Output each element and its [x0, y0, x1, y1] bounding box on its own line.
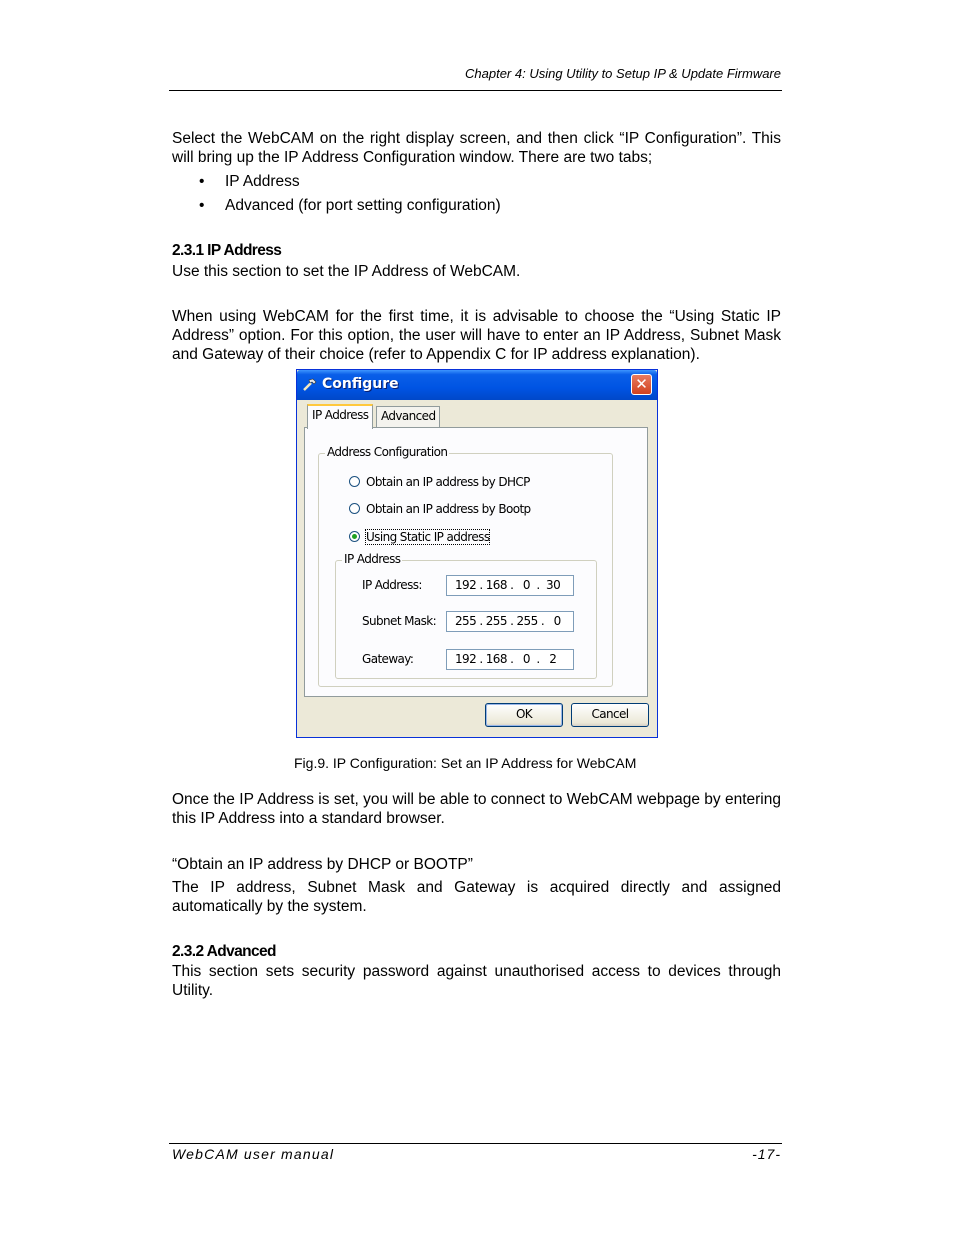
close-icon: ✕ [635, 375, 648, 393]
radio-button-icon[interactable] [349, 476, 360, 487]
tab-ip-address[interactable]: IP Address [307, 404, 373, 429]
radio-bootp[interactable] [349, 502, 531, 516]
subnet-mask-input[interactable]: 255 . 255 . 255 . 0 [446, 611, 574, 632]
radio-static-ip-label: Using Static IP address [366, 530, 490, 544]
dialog-titlebar[interactable] [297, 370, 657, 400]
static-ip-paragraph: When using WebCAM for the first time, it is advisable to choose the “Using Static IP Address” option. For this option, the user will have to enter an IP Address, Subnet Mask and Gateway of their choice (refer to Appendix C for IP address explanation). [172, 308, 781, 363]
gateway-label: Gateway: [362, 652, 414, 666]
ip-address-legend: IP Address [344, 552, 401, 566]
after-paragraph-auto: The IP address, Subnet Mask and Gateway is acquired directly and assigned automatically by the system. [172, 879, 781, 915]
address-configuration-group [318, 445, 613, 687]
header-rule [169, 90, 782, 91]
close-button[interactable] [631, 374, 652, 395]
chapter-header: Chapter 4: Using Utility to Setup IP & Update Firmware [465, 66, 781, 81]
radio-static-ip[interactable] [349, 530, 489, 544]
ip-address-label: IP Address: [362, 578, 422, 592]
after-paragraph-browser: Once the IP Address is set, you will be able to connect to WebCAM webpage by entering this IP Address into a standard browser. [172, 791, 781, 827]
dhcp-bootp-quote: “Obtain an IP address by DHCP or BOOTP” [172, 856, 473, 873]
bullet-item: • Advanced (for port setting configuration) [199, 197, 501, 214]
radio-dhcp[interactable] [349, 475, 530, 489]
configure-dialog [296, 369, 658, 738]
radio-bootp-label: Obtain an IP address by Bootp [366, 502, 531, 516]
footer-rule [169, 1143, 782, 1144]
radio-button-icon[interactable] [349, 503, 360, 514]
bullet-item: • IP Address [199, 173, 300, 190]
footer-manual-title: WebCAM user manual [172, 1146, 335, 1162]
section-heading-advanced: 2.3.2 Advanced [172, 943, 276, 960]
page-number: -17- [752, 1146, 781, 1162]
section-ip-line: Use this section to set the IP Address of WebCAM. [172, 263, 521, 280]
hammer-icon [302, 377, 318, 393]
advanced-paragraph: This section sets security password against unauthorised access to devices through Utility. [172, 963, 781, 999]
ip-address-tab-panel [304, 427, 648, 697]
ok-button[interactable]: OK [485, 703, 563, 727]
figure-caption: Fig.9. IP Configuration: Set an IP Address for WebCAM [294, 755, 637, 771]
tab-advanced[interactable]: Advanced [376, 406, 440, 428]
radio-button-checked-icon[interactable] [349, 531, 360, 542]
section-heading-ip-address: 2.3.1 IP Address [172, 242, 282, 259]
cancel-button[interactable]: Cancel [571, 703, 649, 727]
intro-paragraph: Select the WebCAM on the right display screen, and then click “IP Configuration”. This will bring up the IP Address Configuration window. There are two tabs; [172, 130, 781, 166]
radio-dhcp-label: Obtain an IP address by DHCP [366, 475, 530, 489]
ip-address-group [335, 552, 597, 679]
ip-address-input[interactable]: 192 . 168 . 0 . 30 [446, 575, 574, 596]
address-configuration-legend: Address Configuration [327, 445, 448, 459]
subnet-mask-label: Subnet Mask: [362, 614, 437, 628]
gateway-input[interactable]: 192 . 168 . 0 . 2 [446, 649, 574, 670]
dialog-title: Configure [322, 376, 399, 392]
